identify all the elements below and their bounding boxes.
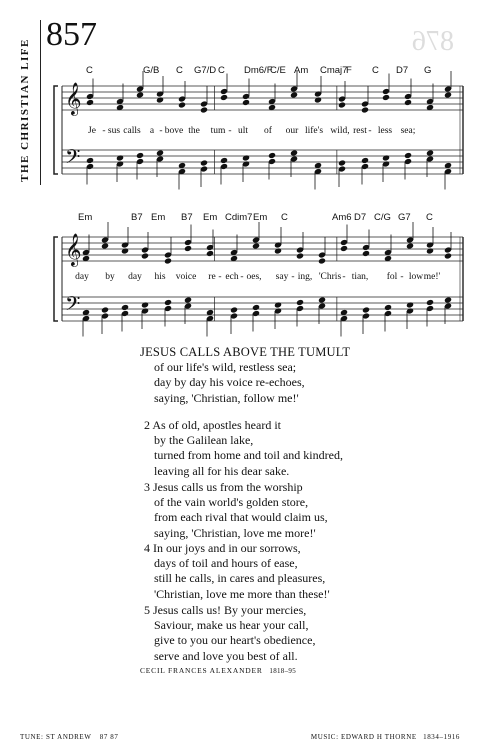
lyric-syllable: - [291, 272, 295, 282]
svg-text:𝄢: 𝄢 [65, 292, 81, 320]
chord-symbol: Em [203, 212, 218, 223]
chord-symbol: Am6 [332, 212, 352, 223]
verse-line: 4 In our joys and in our sorrows, [144, 541, 301, 555]
verse-line: still he calls, in cares and pleasures, [154, 571, 326, 586]
chord-symbol: F [346, 65, 352, 76]
hymn-number: 857 [46, 16, 97, 53]
verse-3 [140, 480, 328, 541]
chord-symbol: G7/D [194, 65, 217, 76]
verse-5 [140, 603, 315, 664]
verse-number: 3 [144, 480, 153, 494]
chord-symbol: Em [151, 212, 166, 223]
verse-number: 2 [144, 418, 153, 432]
lyric-syllable: day [128, 272, 142, 282]
lyric-syllable: of [264, 126, 272, 136]
chord-symbol: Am [294, 65, 309, 76]
lyric-syllable: ech [225, 272, 239, 282]
verse-4 [140, 541, 330, 602]
lyric-syllable: life's [304, 126, 324, 136]
tune-meter: 87 87 [99, 733, 119, 741]
lyric-syllable: - [400, 272, 404, 282]
lyric-syllable: a [149, 126, 155, 136]
chord-symbol: Cmaj7 [320, 65, 348, 76]
tune-name: TUNE: ST ANDREW [20, 733, 92, 741]
lyric-syllable: - [342, 272, 346, 282]
verse-line: saying, 'Christian, follow me!' [154, 390, 299, 405]
verse-line: 'Christian, love me more than these!' [154, 586, 330, 601]
lyric-syllable: sea; [400, 126, 416, 136]
lyric-syllable: oes, [246, 272, 262, 282]
chord-symbol: B7 [181, 212, 193, 223]
lyric-syllable: - [368, 126, 372, 136]
lyric-syllable: say [275, 272, 289, 282]
author-dates: 1818–95 [269, 667, 297, 675]
verse-line: give to you our heart's obedience, [154, 633, 316, 648]
svg-text:𝄞: 𝄞 [65, 82, 82, 115]
section-label: THE CHRISTIAN LIFE [19, 38, 31, 182]
lyric-syllable: calls [123, 126, 141, 136]
chord-symbol: Cdim7 [225, 212, 253, 223]
composer-name: MUSIC: EDWARD H THORNE [310, 733, 417, 741]
verse-line: day by day his voice re-echoes, [154, 375, 305, 390]
lyric-syllable: - [240, 272, 244, 282]
chord-symbol: G7 [398, 212, 411, 223]
verse-line: saying, 'Christian, love me more!' [154, 525, 316, 540]
chord-symbol: D7 [354, 212, 367, 223]
lyric-syllable: the [188, 126, 200, 136]
verse-line: leaving all for his dear sake. [154, 463, 290, 478]
lyric-syllable: rest [353, 126, 367, 136]
lyric-syllable: Je [88, 126, 96, 136]
lyric-syllable: re [208, 272, 216, 282]
chord-symbol: C [86, 65, 93, 76]
verse-line: of the vain world's golden store, [154, 495, 309, 510]
lyric-syllable: - [228, 126, 232, 136]
chord-symbol: B7 [131, 212, 143, 223]
lyric-syllable: tum [210, 126, 226, 136]
lyric-syllable: me!' [423, 272, 441, 282]
music-credit [311, 733, 460, 741]
lyric-syllable: by [105, 272, 115, 282]
lyric-syllable: ing, [297, 272, 313, 282]
chord-symbol: C [176, 65, 183, 76]
author-credit [140, 666, 296, 675]
lyric-syllable: his [154, 272, 166, 282]
chord-symbol: Dm6/F [244, 65, 273, 76]
verse-2 [140, 418, 343, 479]
verse-line: 5 Jesus calls us! By your mercies, [144, 603, 307, 617]
verse-line: 2 As of old, apostles heard it [144, 418, 281, 432]
lyric-syllable: sus [107, 126, 121, 136]
chord-symbol: Em [253, 212, 268, 223]
lyric-syllable: day [75, 272, 89, 282]
lyric-syllable: 'Chris [318, 272, 342, 282]
lyric-syllable: tian, [351, 272, 369, 282]
chord-symbol: C/E [270, 65, 286, 76]
verse-line: by the Galilean lake, [154, 433, 254, 448]
lyric-syllable: our [285, 126, 299, 136]
lyric-syllable: - [218, 272, 222, 282]
chord-symbol: C [426, 212, 433, 223]
lyric-syllable: wild, [330, 126, 350, 136]
chord-symbol: C [218, 65, 225, 76]
chord-symbol: C [281, 212, 288, 223]
verse-line: from each rival that would claim us, [154, 510, 328, 525]
lyric-syllable: low [408, 272, 424, 282]
verse-line: days of toil and hours of ease, [154, 556, 298, 571]
lyric-syllable: ult [237, 126, 249, 136]
verse-line: turned from home and toil and kindred, [154, 448, 343, 463]
svg-text:𝄞: 𝄞 [65, 233, 82, 266]
verse-line: of our life's wild, restless sea; [154, 360, 297, 375]
verse-line: 3 Jesus calls us from the worship [144, 480, 303, 494]
chord-symbol: D7 [396, 65, 409, 76]
verse-number: 5 [144, 603, 153, 617]
verse-line: JESUS CALLS ABOVE THE TUMULT [140, 345, 351, 359]
chord-symbol: Em [78, 212, 93, 223]
verse-1 [140, 345, 350, 406]
svg-text:𝄢: 𝄢 [65, 145, 81, 173]
lyric-syllable: bove [164, 126, 184, 136]
tune-credit [20, 733, 118, 741]
chord-symbol: G/B [143, 65, 160, 76]
lyric-syllable: - [159, 126, 163, 136]
lyric-syllable: fol [386, 272, 398, 282]
verse-line: serve and love you best of all. [154, 648, 298, 663]
lyric-syllable: less [377, 126, 393, 136]
verse-number: 4 [144, 541, 153, 555]
show-through-number: 876 [412, 26, 454, 57]
chord-symbol: C [372, 65, 379, 76]
author-name: CECIL FRANCES ALEXANDER [140, 666, 263, 675]
lyric-syllable: voice [175, 272, 197, 282]
lyric-syllable: - [102, 126, 106, 136]
chord-symbol: G [424, 65, 432, 76]
chord-symbol: C/G [374, 212, 391, 223]
verse-line: Saviour, make us hear your call, [154, 618, 309, 633]
composer-dates: 1834–1916 [423, 733, 460, 741]
